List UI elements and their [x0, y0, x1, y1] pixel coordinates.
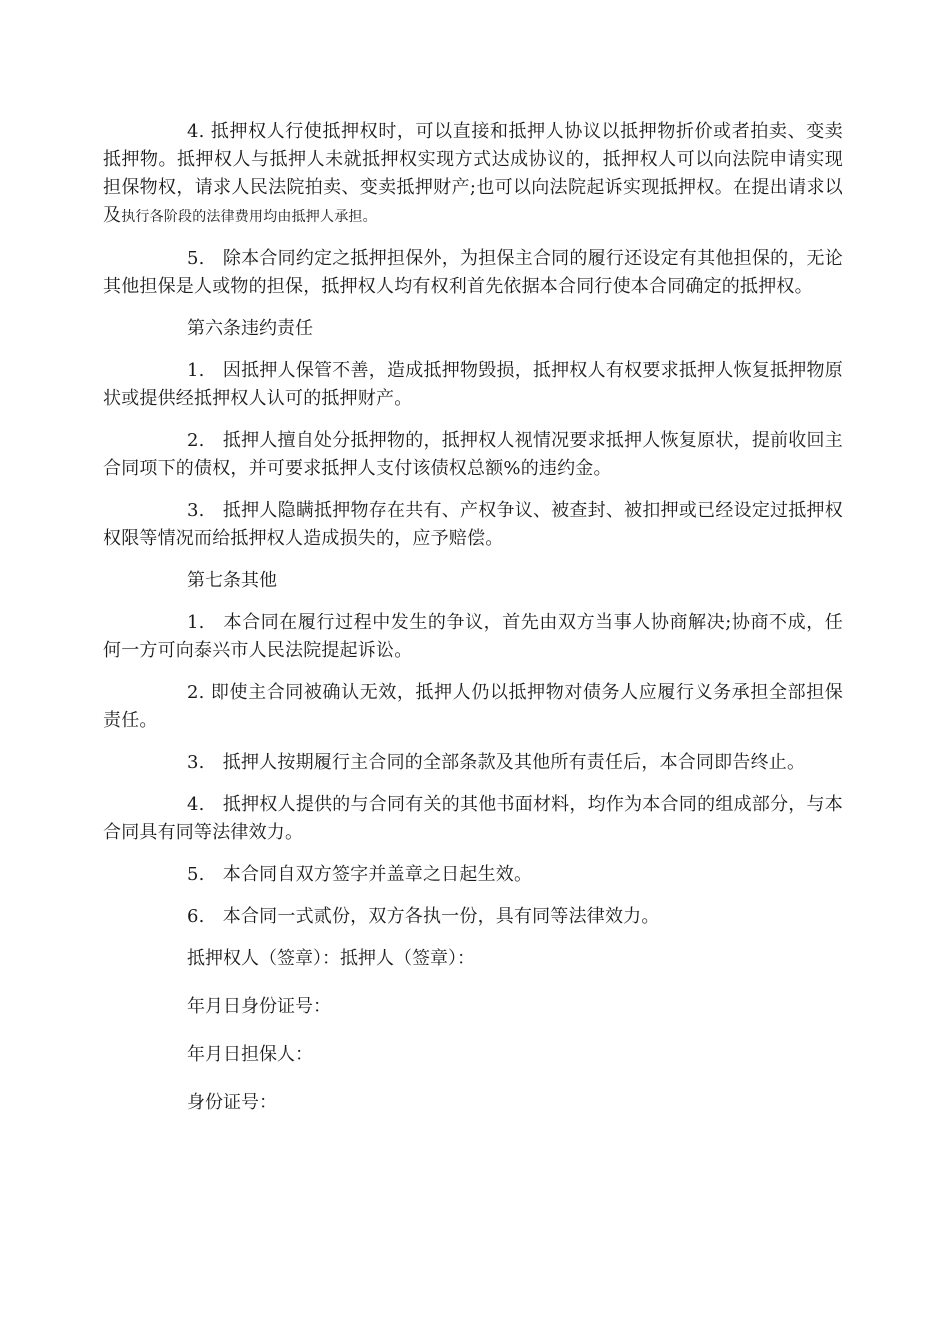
section-7-item-1: 1. 本合同在履行过程中发生的争议，首先由双方当事人协商解决;协商不成，任何一方可向泰兴市人民法院提起诉讼。 — [103, 612, 843, 661]
section-6-item-2: 2. 抵押人擅自处分抵押物的，抵押权人视情况要求抵押人恢复原状，提前收回主合同项下的债权，并可要求抵押人支付该债权总额%的违约金。 — [103, 430, 843, 479]
section-6-title: 第六条违约责任 — [187, 318, 313, 339]
section-7-title: 第七条其他 — [187, 570, 277, 591]
signature-line-parties: 抵押权人（签章）：抵押人（签章）： — [187, 948, 475, 969]
section-7-item-2: 2. 即使主合同被确认无效，抵押人仍以抵押物对债务人应履行义务承担全部担保责任。 — [103, 682, 843, 731]
section-6-item-1: 1. 因抵押人保管不善，造成抵押物毁损，抵押权人有权要求抵押人恢复抵押物原状或提供经抵押权人认可的抵押财产。 — [103, 360, 843, 409]
section-6-item-3: 3. 抵押人隐瞒抵押物存在共有、产权争议、被查封、被扣押或已经设定过抵押权权限等情况而给抵押权人造成损失的，应予赔偿。 — [103, 500, 843, 549]
document-page — [103, 118, 843, 1137]
section-7-item-6: 6. 本合同一式贰份，双方各执一份，具有同等法律效力。 — [187, 906, 660, 927]
signature-line-date-guarantor: 年月日担保人： — [187, 1044, 313, 1065]
signature-line-id: 身份证号： — [187, 1092, 277, 1113]
clause-4-text: 4. 抵押权人行使抵押权时，可以直接和抵押人协议以抵押物折价或者拍卖、变卖抵押物。抵押权人与抵押人未就抵押权实现方式达成协议的，抵押权人可以向法院申请实现担保物权，请求人民法院拍卖、变卖抵押财产;也可以向法院起诉实现抵押权。在提出请求以及 — [103, 121, 843, 226]
section-7-item-4: 4. 抵押权人提供的与合同有关的其他书面材料，均作为本合同的组成部分，与本合同具有同等法律效力。 — [103, 794, 843, 843]
clause-4-enforcement — [103, 118, 843, 231]
section-7-item-3: 3. 抵押人按期履行主合同的全部条款及其他所有责任后，本合同即告终止。 — [187, 752, 806, 773]
clause-5-priority: 5. 除本合同约定之抵押担保外，为担保主合同的履行还设定有其他担保的，无论其他担保是人或物的担保，抵押权人均有权利首先依据本合同行使本合同确定的抵押权。 — [103, 248, 843, 297]
section-7-item-5: 5. 本合同自双方签字并盖章之日起生效。 — [187, 864, 533, 885]
clause-4-small-text: 执行各阶段的法律费用均由抵押人承担。 — [121, 209, 377, 225]
signature-line-date-id: 年月日身份证号： — [187, 996, 331, 1017]
